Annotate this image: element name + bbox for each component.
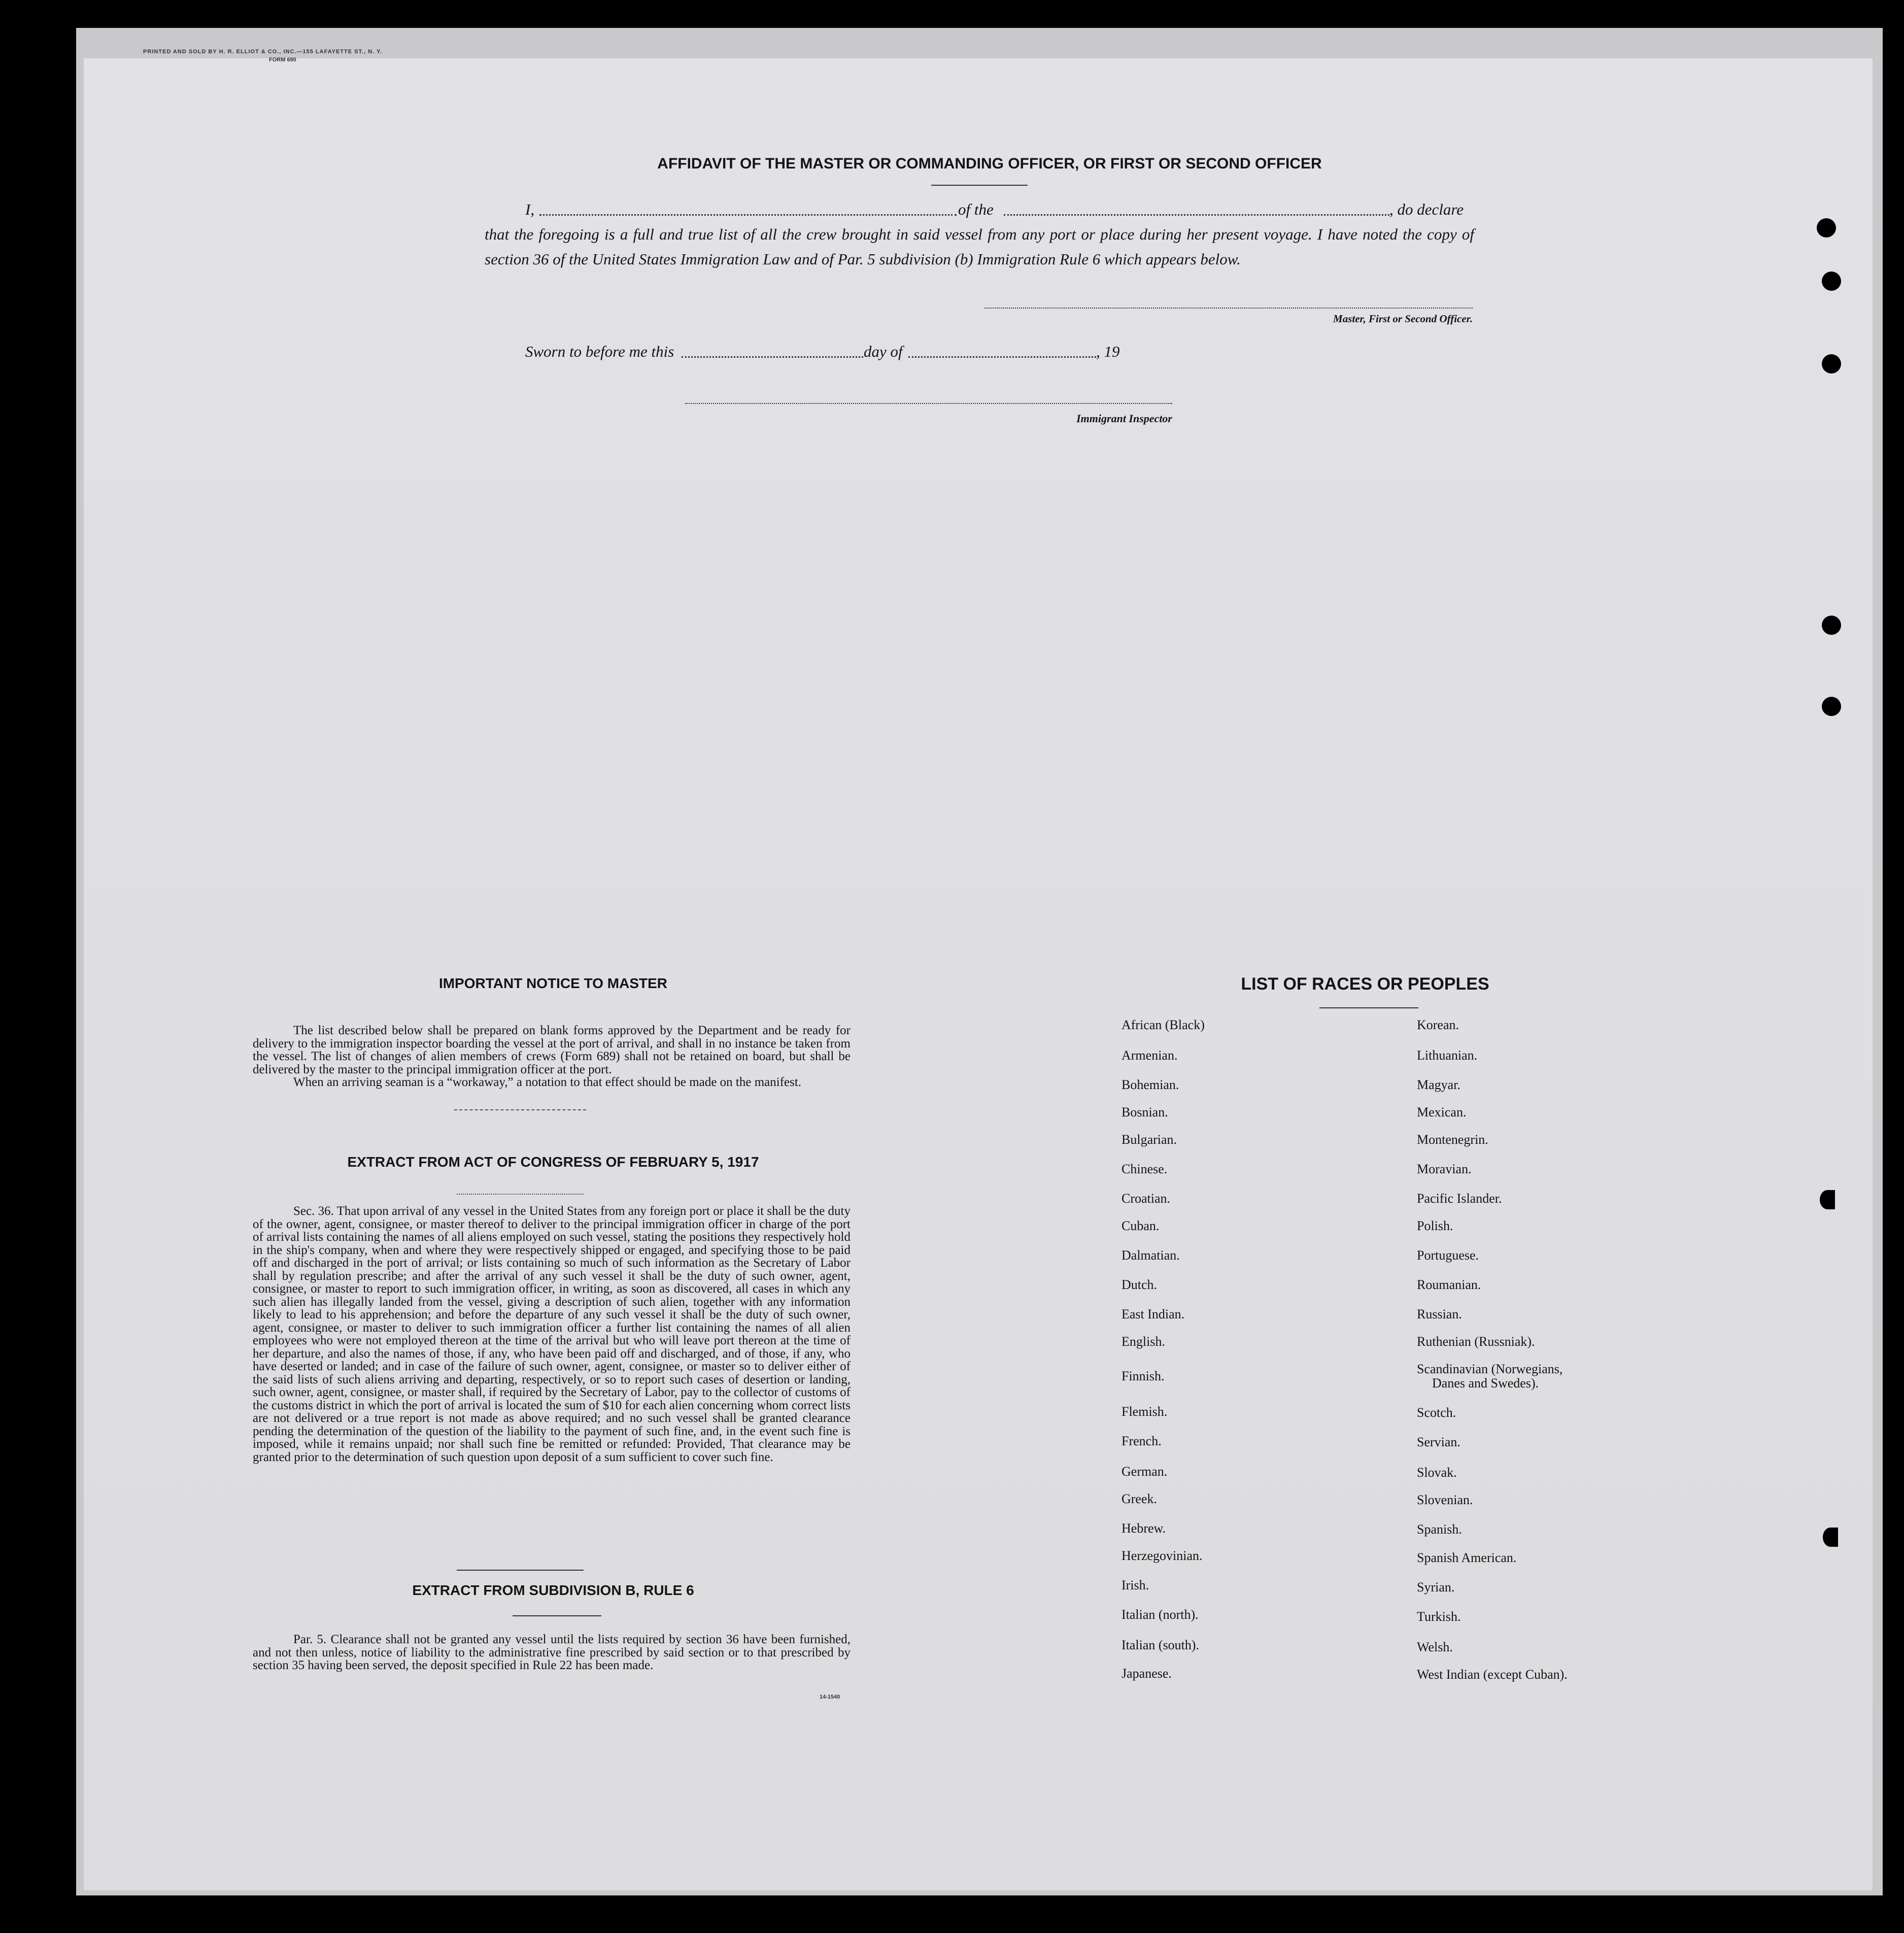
punch-hole-7 — [1823, 1528, 1838, 1547]
race-item: Roumanian. — [1417, 1277, 1481, 1292]
race-item: Pacific Islander. — [1417, 1191, 1502, 1206]
race-item: Ruthenian (Russniak). — [1417, 1334, 1535, 1349]
race-item: Russian. — [1417, 1307, 1462, 1321]
race-item: Welsh. — [1417, 1640, 1453, 1654]
race-item: German. — [1121, 1464, 1168, 1479]
day-of-label: day of — [864, 343, 903, 360]
race-item: Lithuanian. — [1417, 1048, 1478, 1063]
race-item: Spanish. — [1417, 1522, 1462, 1537]
printer-imprint: PRINTED AND SOLD BY H. R. ELLIOT & CO., INC.—155 LAFAYETTE ST., N. Y. — [143, 49, 383, 55]
act-text-block — [253, 1205, 851, 1464]
race-item: Japanese. — [1121, 1666, 1172, 1681]
punch-hole-4 — [1822, 616, 1841, 635]
race-item: Cuban. — [1121, 1218, 1160, 1233]
punch-hole-5 — [1822, 697, 1841, 716]
punch-hole-1 — [1817, 218, 1836, 238]
act-rule — [457, 1194, 584, 1195]
notice-paragraph-2: When an arriving seaman is a “workaway,” a notation to that effect should be made on the manifest. — [293, 1075, 802, 1089]
race-item: Korean. — [1417, 1018, 1459, 1032]
race-item: Scandinavian (Norwegians, — [1417, 1362, 1563, 1376]
notice-title: IMPORTANT NOTICE TO MASTER — [438, 975, 668, 991]
race-item: Hebrew. — [1121, 1521, 1166, 1536]
race-item: Croatian. — [1121, 1191, 1171, 1206]
race-item: Magyar. — [1417, 1077, 1460, 1092]
form-number: FORM 690 — [269, 57, 296, 63]
race-item: West Indian (except Cuban). — [1417, 1667, 1568, 1682]
month-blank[interactable] — [908, 356, 1096, 358]
race-item: Herzegovinian. — [1121, 1548, 1203, 1563]
act-end-rule — [457, 1570, 584, 1571]
race-item: Turkish. — [1417, 1609, 1461, 1624]
notice-rule — [454, 1109, 586, 1110]
vessel-name-blank[interactable] — [1004, 214, 1389, 216]
race-item: Slovenian. — [1417, 1493, 1473, 1507]
races-title: LIST OF RACES OR PEOPLES — [1241, 974, 1489, 994]
title-rule — [931, 185, 1028, 186]
signature-label: Master, First or Second Officer. — [1333, 313, 1473, 325]
punch-hole-6 — [1820, 1190, 1835, 1209]
notice-body — [253, 1024, 851, 1089]
race-item: Bulgarian. — [1121, 1132, 1177, 1147]
race-item: Scotch. — [1417, 1405, 1456, 1420]
race-item: Irish. — [1121, 1578, 1149, 1592]
notice-paragraph-1: The list described below shall be prepared on blank forms approved by the Department and be ready for delivery to the immigration inspector boarding the vessel at the port of arrival, and shall in no instance be taken from the vessel. The list of changes of alien members of crews (Form 689) shall not be retained on board, but shall be delivered by the master to the principal immigration officer at the port. — [253, 1024, 851, 1076]
race-item: Greek. — [1121, 1491, 1158, 1506]
race-item: Polish. — [1417, 1218, 1453, 1233]
act-title: EXTRACT FROM ACT OF CONGRESS OF FEBRUARY 5, 1917 — [347, 1154, 759, 1170]
race-item: Flemish. — [1121, 1404, 1168, 1419]
declarant-name-blank[interactable] — [539, 214, 957, 216]
rule-paragraph-5: Par. 5. Clearance shall not be granted any vessel until the lists required by section 36 have been furnished, and not then unless, notice of liability to the administrative fine prescribed by said section or to that prescribed by section 35 having been served, the deposit specified in Rule 22 has been made. — [253, 1633, 851, 1672]
race-item: East Indian. — [1121, 1307, 1185, 1321]
race-item: Moravian. — [1417, 1162, 1472, 1176]
race-item: Chinese. — [1121, 1162, 1168, 1176]
race-item: Finnish. — [1121, 1369, 1165, 1383]
sworn-label: Sworn to before me this — [525, 343, 674, 360]
race-item: Bosnian. — [1121, 1105, 1168, 1120]
race-item: Armenian. — [1121, 1048, 1178, 1063]
race-item: Danes and Swedes). — [1432, 1376, 1539, 1391]
race-item: Spanish American. — [1417, 1550, 1517, 1565]
inspector-signature-line[interactable] — [685, 403, 1172, 404]
form-code: 14-1540 — [820, 1694, 840, 1700]
rule-text-block — [253, 1633, 851, 1672]
declarant-label: I, — [525, 200, 535, 218]
race-item: Bohemian. — [1121, 1077, 1179, 1092]
affidavit-body: that the foregoing is a full and true list of all the crew brought in said vessel from any port or place during her present voyage. I have noted the copy of section 36 of the United States Immigration Law and of Par. 5 subdivision (b) Immigration Rule 6 which appears below. — [485, 225, 1474, 268]
inspector-label: Immigrant Inspector — [1076, 412, 1172, 425]
rule-title: EXTRACT FROM SUBDIVISION B, RULE 6 — [412, 1582, 694, 1598]
race-item: Servian. — [1417, 1435, 1460, 1449]
race-item: Syrian. — [1417, 1580, 1455, 1595]
race-item: English. — [1121, 1334, 1165, 1349]
vessel-label: of the — [958, 200, 994, 218]
race-item: Slovak. — [1417, 1465, 1457, 1480]
race-item: African (Black) — [1121, 1018, 1205, 1032]
document-page — [84, 58, 1873, 1890]
race-item: Italian (south). — [1121, 1638, 1200, 1652]
act-section-36: Sec. 36. That upon arrival of any vessel in the United States from any foreign port or place it shall be the duty of the owner, agent, consignee, or master thereof to deliver to the principal immigration officer in charge of the port of arrival lists containing the names of all aliens employed on such vessel, stating the positions they respectively hold in the ship's company, when and where they were respectively shipped or engaged, and specifying those to be paid off and discharged in the port of arrival; or lists containing so much of such information as the Secretary of Labor shall by regulation prescribe; and after the arrival of any such vessel it shall be the duty of such owner, agent, consignee, or master to report to such immigration officer, in writing, as soon as discovered, all cases in which any such alien has illegally landed from the vessel, giving a description of such alien, together with any information likely to lead to his apprehension; and before the departure of any such vessel it shall be the duty of such owner, agent, consignee, or master to deliver to such immigration officer a further list containing the names of all alien employees who were not employed thereon at the time of the arrival but who will leave port thereon at the time of her departure, and also the names of those, if any, who have been paid off and discharged, and of those, if any, who have deserted or landed; and in case of the failure of such owner, agent, consignee, or master so to deliver either of the said lists of such aliens arriving and departing, respectively, or so to report such cases of desertion or landing, such owner, agent, consignee, or master shall, if required by the Secretary of Labor, pay to the collector of customs of the customs district in which the port of arrival is located the sum of $10 for each alien concerning whom correct lists are not delivered or a true report is not made as above required; and no such vessel shall be granted clearance pending the determination of the question of the liability to the payment of such fine, and, in the event such fine is imposed, while it remains unpaid; nor shall such fine be remitted or refunded: Provided, That clearance may be granted prior to the determination of such question upon deposit of a sum sufficient to cover such fine. — [253, 1204, 851, 1464]
race-item: Italian (north). — [1121, 1607, 1199, 1622]
race-item: Dutch. — [1121, 1277, 1158, 1292]
rule-title-rule — [513, 1615, 601, 1616]
race-item: Montenegrin. — [1417, 1132, 1488, 1147]
race-item: Mexican. — [1417, 1105, 1467, 1120]
affidavit-title: AFFIDAVIT OF THE MASTER OR COMMANDING OFFICER, OR FIRST OR SECOND OFFICER — [657, 155, 1322, 172]
day-blank[interactable] — [682, 356, 863, 358]
race-item: Dalmatian. — [1121, 1248, 1180, 1263]
race-item: Portuguese. — [1417, 1248, 1479, 1263]
declare-text: , do declare — [1389, 200, 1464, 218]
races-title-rule — [1319, 1007, 1418, 1008]
punch-hole-2 — [1822, 272, 1841, 291]
race-item: French. — [1121, 1434, 1162, 1448]
punch-hole-3 — [1822, 354, 1841, 374]
year-label: , 19 — [1096, 343, 1120, 360]
signature-line[interactable] — [984, 308, 1473, 309]
